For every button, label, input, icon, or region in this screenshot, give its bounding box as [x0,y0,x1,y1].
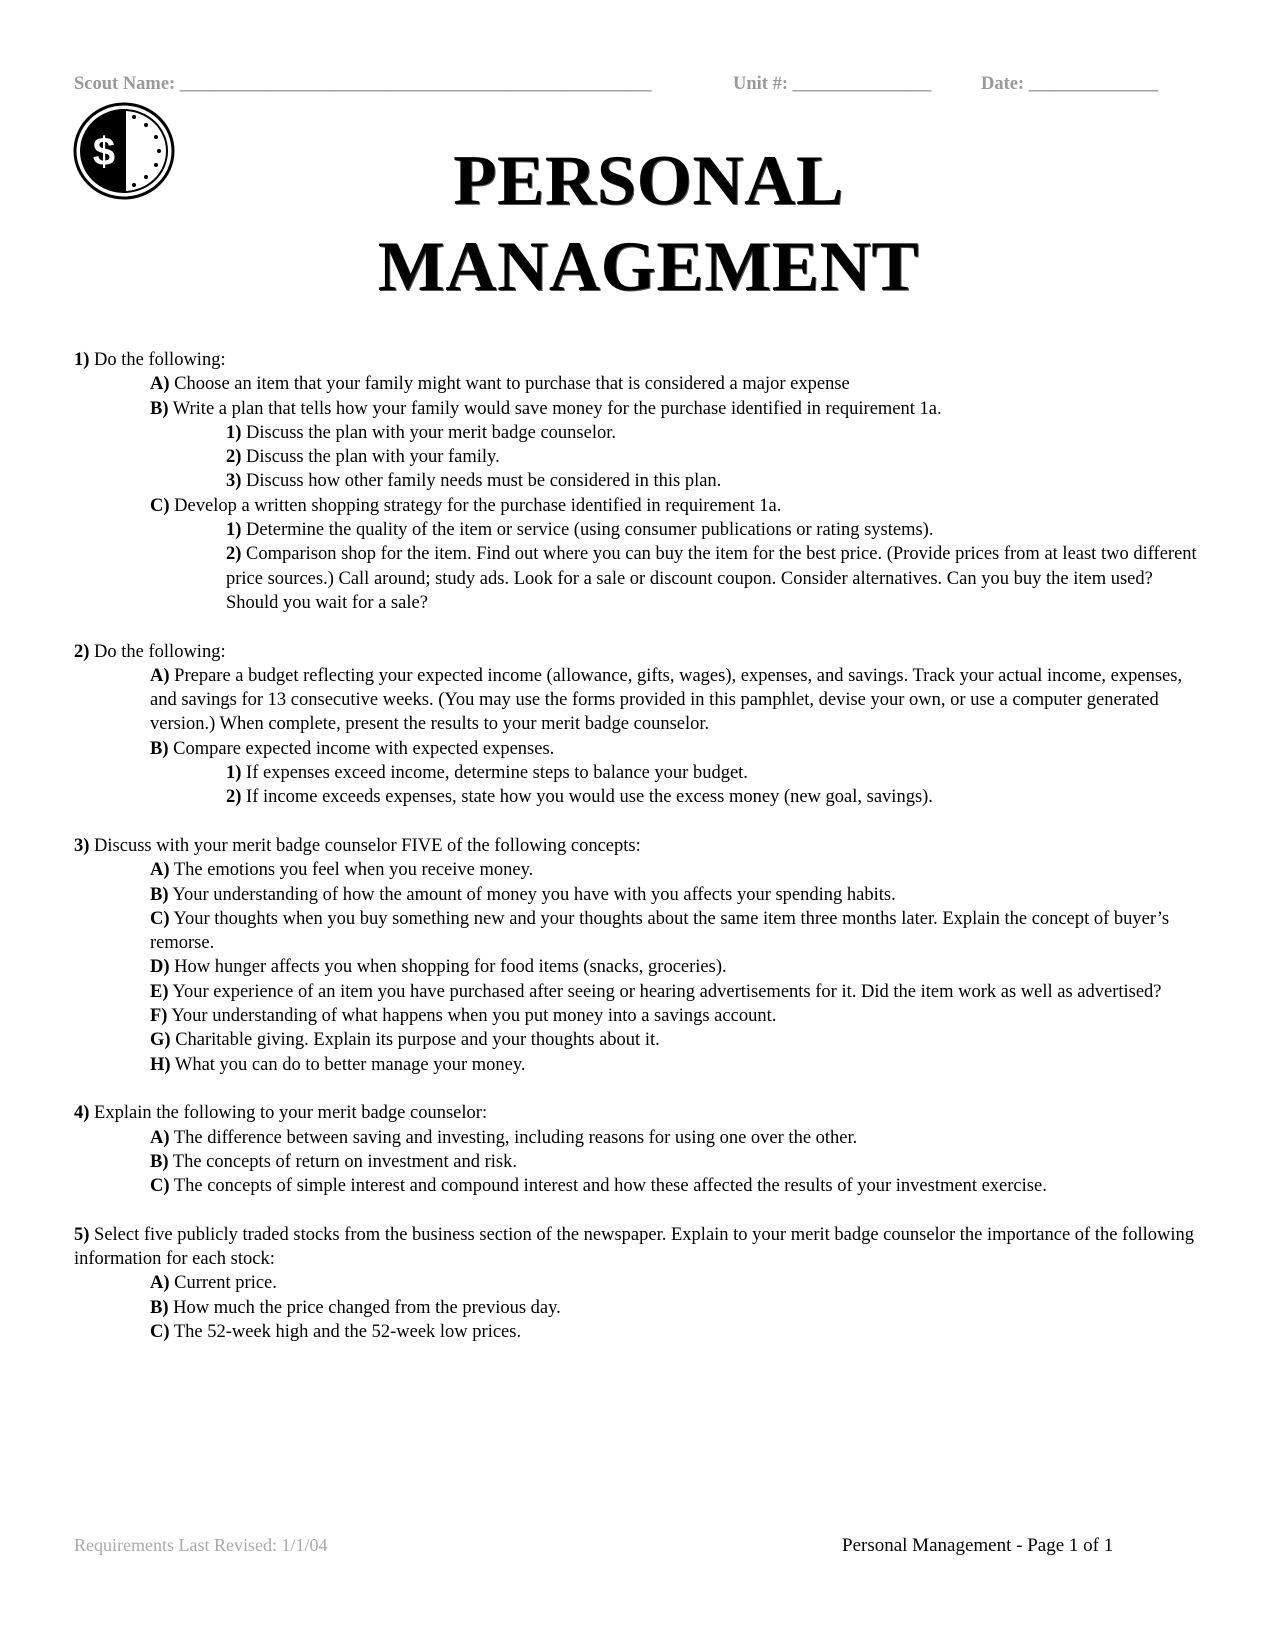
requirement-heading [74,1101,1204,1125]
requirement-text: Select five publicly traded stocks from the business section of the newspaper. Explain to your merit badge counselor the importance of the following information for each stock: [74,1224,1194,1269]
item-label: C) [150,495,170,516]
title-line-2: MANAGEMENT [377,228,920,306]
requirement-2 [74,640,1204,810]
item-label: F) [150,1006,168,1027]
item-label: 3) [226,471,242,492]
item-label: A) [150,860,170,881]
item-text: Write a plan that tells how your family would save money for the purchase identified in requirement 1a. [168,398,942,419]
item-text: Compare expected income with expected expenses. [168,738,555,759]
sub-requirement [74,907,1204,956]
item-label: 2) [226,544,242,565]
item-text: Current price. [169,1273,277,1294]
item-text: If income exceeds expenses, state how you would use the excess money (new goal, savings). [241,787,933,808]
requirement-number: 1) [74,350,90,370]
item-text: If expenses exceed income, determine steps to balance your budget. [241,763,748,784]
sub-requirement [74,1004,1204,1028]
item-text: Your thoughts when you buy something new and your thoughts about the same item three months later. Explain the concept of buyer’s remorse. [150,908,1170,954]
item-text: Discuss the plan with your family. [241,447,500,468]
date-field: Date: ______________ [981,74,1159,94]
sub-sub-requirement [74,785,1204,809]
requirement-4 [74,1101,1204,1198]
item-label: D) [150,957,170,978]
sub-requirement [74,955,1204,979]
requirement-text: Do the following: [89,641,226,662]
item-label: C) [150,1321,170,1342]
scout-name-field: Scout Name: ___________________________________________________ [74,74,652,94]
item-text: The concepts of simple interest and compound interest and how these affected the results of your investment exercise. [169,1176,1047,1197]
item-label: A) [150,1127,170,1148]
requirement-text: Discuss with your merit badge counselor FIVE of the following concepts: [89,835,641,856]
item-label: A) [150,1273,170,1294]
item-label: C) [150,908,170,929]
item-text: Discuss the plan with your merit badge counselor. [241,422,616,443]
sub-requirement [74,980,1204,1004]
item-label: B) [150,1297,169,1318]
requirements-list [74,348,1204,1344]
item-label: B) [150,738,169,759]
item-text: Develop a written shopping strategy for the purchase identified in requirement 1a. [169,495,782,516]
item-label: C) [150,1176,170,1197]
item-label: 2) [226,447,242,468]
item-label: B) [150,884,169,905]
requirement-number: 3) [74,835,90,856]
item-text: What you can do to better manage your money. [170,1054,526,1075]
page-title [0,138,1275,310]
item-label: 1) [226,422,242,443]
item-text: The concepts of return on investment and risk. [168,1151,518,1172]
item-label: B) [150,1151,169,1172]
item-text: The emotions you feel when you receive money. [169,860,534,881]
item-text: Your experience of an item you have purchased after seeing or hearing advertisements for it. Did the item work as well as advertised? [168,981,1162,1002]
item-label: 1) [226,763,242,784]
item-label: H) [150,1054,171,1075]
item-text: Comparison shop for the item. Find out where you can buy the item for the best price. (Provide prices from at least two different price sources.) Call around; study ads. Look for a sale or discount coupon. Consider alternatives. Can you buy the item used? Should you wait for a sale? [226,544,1197,613]
item-label: G) [150,1030,171,1051]
item-text: Your understanding of how the amount of money you have with you affects your spending habits. [168,884,896,905]
unit-number-field: Unit #: _______________ [733,74,932,94]
sub-requirement [74,858,1204,882]
item-label: B) [150,398,169,419]
requirement-3 [74,834,1204,1077]
sub-requirement [74,1174,1204,1198]
sub-requirement [74,737,1204,761]
sub-requirement [74,372,1204,396]
item-label: 1) [226,520,242,541]
item-text: Discuss how other family needs must be considered in this plan. [241,471,722,492]
requirement-heading [74,1223,1204,1272]
item-text: The difference between saving and investing, including reasons for using one over the other. [169,1127,858,1148]
item-text: The 52-week high and the 52-week low prices. [169,1321,522,1342]
sub-requirement [74,1053,1204,1077]
sub-requirement [74,397,1204,421]
item-label: A) [150,665,170,686]
sub-requirement [74,1028,1204,1052]
item-text: How much the price changed from the previous day. [168,1297,561,1318]
item-label: 2) [226,787,242,808]
sub-requirement [74,1271,1204,1295]
page-number: Personal Management - Page 1 of 1 [842,1535,1114,1556]
requirement-number: 2) [74,641,90,662]
item-label: A) [150,374,170,395]
sub-sub-requirement [74,542,1204,615]
sub-requirement [74,883,1204,907]
requirement-heading [74,640,1204,664]
item-text: How hunger affects you when shopping for food items (snacks, groceries). [169,957,727,978]
sub-requirement [74,494,1204,518]
sub-sub-requirement [74,421,1204,445]
sub-requirement [74,1126,1204,1150]
requirement-text: Do the following: [89,350,226,370]
item-text: Your understanding of what happens when you put money into a savings account. [167,1006,777,1027]
requirement-text: Explain the following to your merit badge counselor: [89,1103,488,1124]
requirement-1 [74,348,1204,615]
requirement-number: 5) [74,1224,90,1245]
sub-requirement [74,1296,1204,1320]
sub-requirement [74,1320,1204,1344]
item-text: Determine the quality of the item or service (using consumer publications or rating systems). [241,520,934,541]
requirement-5 [74,1223,1204,1344]
sub-sub-requirement [74,445,1204,469]
sub-sub-requirement [74,761,1204,785]
item-text: Prepare a budget reflecting your expected income (allowance, gifts, wages), expenses, and savings. Track your actual income, expenses, and savings for 13 consecutive weeks. (You may use the forms provided in this pamphlet, devise your own, or use a computer generated version.) When complete, present the results to your merit badge counselor. [150,665,1183,735]
sub-requirement [74,664,1204,737]
requirement-heading [74,348,1204,372]
title-line-1: PERSONAL [453,142,844,220]
requirement-heading [74,834,1204,858]
item-text: Choose an item that your family might want to purchase that is considered a major expense [169,374,850,395]
item-label: E) [150,981,169,1002]
sub-sub-requirement [74,469,1204,493]
sub-requirement [74,1150,1204,1174]
dollar-symbol: $ [92,130,116,174]
requirement-number: 4) [74,1103,90,1124]
sub-sub-requirement [74,518,1204,542]
item-text: Charitable giving. Explain its purpose and your thoughts about it. [170,1030,660,1051]
revision-note: Requirements Last Revised: 1/1/04 [74,1535,328,1555]
